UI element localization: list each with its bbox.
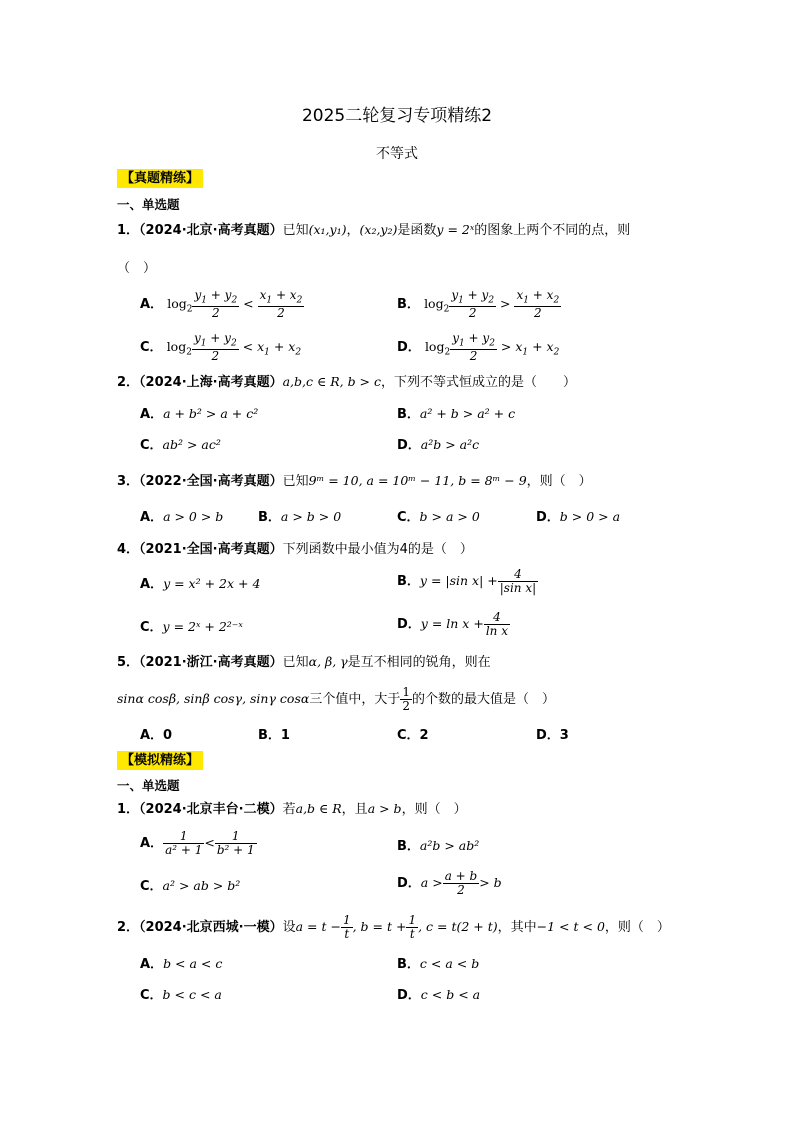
question-2 — [117, 376, 576, 389]
fraction-denominator: t — [409, 927, 415, 942]
option-expr: b > a > 0 — [419, 509, 480, 524]
option-b[interactable] — [397, 840, 479, 853]
fraction-numerator: 1 — [163, 830, 204, 844]
question-text: ， — [346, 223, 360, 238]
option-expr: c < a < b — [419, 956, 480, 971]
option-letter: C． — [140, 988, 163, 1003]
math-expr: (x₂,y₂) — [359, 222, 398, 237]
math-expr: a > b — [367, 801, 402, 816]
question-text: 三个值中，大于 — [309, 692, 401, 708]
option-letter: C． — [140, 620, 163, 635]
section-tag-label: 【真题精练】 — [117, 169, 203, 188]
math-expr: −1 < t < 0 — [536, 919, 605, 935]
question-text: 下列函数中最小值为4的是（ ） — [282, 542, 473, 557]
option-letter: C． — [140, 438, 163, 453]
option-letter: C．2 — [397, 728, 429, 743]
option-expr: ab² > ac² — [162, 437, 221, 452]
question-text: 已知 — [282, 474, 309, 489]
question-1 — [117, 224, 630, 237]
question-text: ，下列不等式恒成立的是（ ） — [381, 375, 577, 390]
question-text: ，则（ ） — [401, 802, 467, 817]
section-type: 一、单选题 — [117, 778, 180, 793]
math-expr: sinα cosβ, sinβ cosγ, sinγ cosα — [117, 691, 310, 707]
fraction-numerator: a + b — [444, 869, 478, 883]
option-letter: D． — [397, 617, 421, 633]
option-letter: D． — [536, 510, 560, 525]
fraction-denominator: |sin x| — [499, 581, 537, 596]
option-letter: A． — [140, 297, 164, 313]
math-expr: y = 2ˣ — [436, 222, 475, 237]
question-text: 若 — [282, 802, 296, 817]
option-letter: B． — [397, 957, 420, 972]
option-d[interactable] — [397, 989, 480, 1002]
option-expr: a² + b > a² + c — [419, 406, 516, 421]
option-expr: y = |sin x| + — [419, 573, 498, 589]
fraction-denominator: 2 — [457, 883, 465, 898]
option-a[interactable] — [140, 511, 223, 524]
option-b[interactable] — [397, 568, 538, 595]
page-subtitle: 不等式 — [376, 146, 418, 162]
option-expr: b < a < c — [163, 956, 223, 971]
option-letter: A． — [140, 510, 164, 525]
math-expr: , c = t(2 + t) — [418, 919, 498, 935]
option-c[interactable] — [397, 511, 480, 524]
option-c[interactable] — [140, 439, 221, 452]
question-lead: 1．（2024·北京丰台·二模） — [117, 802, 283, 817]
option-letter: D． — [397, 438, 421, 453]
question-5-line2 — [117, 686, 555, 713]
page-title: 2025二轮复习专项精练2 — [301, 106, 493, 126]
option-letter: B．1 — [258, 728, 290, 743]
math-expr: 9ᵐ = 10, a = 10ᵐ − 11, b = 8ᵐ − 9 — [308, 473, 527, 488]
option-letter: A． — [140, 957, 164, 972]
option-letter: A． — [140, 577, 164, 592]
math-op: < — [204, 835, 215, 851]
option-c[interactable] — [397, 729, 429, 742]
option-d[interactable] — [397, 870, 502, 897]
option-c[interactable]: C． $\log_2$ $\frac{y_1 + y_2}{2}$ < $x_1 + x_2$ — [140, 331, 302, 364]
section-tag-label: 【模拟精练】 — [117, 751, 203, 770]
question-lead: 2．（2024·上海·高考真题） — [117, 375, 283, 390]
option-expr: y = x² + 2x + 4 — [163, 576, 261, 591]
option-letter: D．3 — [536, 728, 569, 743]
option-d[interactable] — [397, 439, 479, 452]
option-a[interactable] — [140, 958, 222, 971]
option-b[interactable] — [258, 729, 290, 742]
question-4 — [117, 543, 473, 556]
option-a[interactable] — [140, 408, 258, 421]
fraction-numerator: 4 — [484, 611, 510, 625]
option-expr: a > 0 > b — [163, 509, 224, 524]
question-3 — [117, 475, 592, 488]
option-c[interactable] — [140, 880, 240, 893]
option-d[interactable]: D． $\log_2$ $\frac{y_1 + y_2}{2}$ > $x_1 + x_2$ — [397, 331, 560, 364]
fraction-numerator: 1 — [402, 685, 410, 699]
option-expr: y = ln x + — [420, 616, 484, 632]
math-expr: a,b ∈ R — [295, 801, 342, 816]
option-letter: B． — [397, 839, 420, 854]
math-expr: , b = t + — [352, 919, 407, 935]
option-expr: b > 0 > a — [559, 509, 621, 524]
option-expr: a > — [420, 875, 443, 891]
option-expr: a²b > a²c — [420, 437, 480, 452]
fraction-numerator: 1 — [342, 913, 351, 927]
option-d[interactable] — [397, 611, 510, 638]
question-text: 的图象上两个不同的点，则 — [474, 223, 631, 238]
fraction-denominator: 2 — [402, 699, 410, 714]
question-text: 已知 — [282, 223, 309, 238]
option-b[interactable]: B． $\log_2$ $\frac{y_1 + y_2}{2}$ > $\frac{x_1 + x_2}{2}$ — [397, 288, 560, 321]
option-letter: A． — [140, 407, 164, 422]
option-expr: a + b² > a + c² — [163, 406, 259, 421]
option-d[interactable] — [536, 729, 569, 742]
option-c[interactable] — [140, 989, 222, 1002]
option-expr: y = 2ˣ + 2²⁻ˣ — [162, 619, 243, 634]
question-5 — [117, 656, 491, 669]
question-text: 的个数的最大值是（ ） — [411, 692, 555, 708]
option-letter: C． — [140, 340, 163, 356]
fraction-denominator: ln x — [485, 624, 508, 639]
question-lead: 3．（2022·全国·高考真题） — [117, 474, 283, 489]
option-letter: D． — [397, 340, 421, 356]
question-text: ，且 — [341, 802, 368, 817]
option-b[interactable] — [397, 958, 479, 971]
option-letter: B． — [397, 297, 420, 313]
fraction-denominator: t — [344, 927, 350, 942]
option-expr: > b — [479, 875, 502, 891]
question-1 — [117, 803, 467, 816]
math-expr: α, β, γ — [308, 654, 348, 669]
question-lead: 1．（2024·北京·高考真题） — [117, 223, 283, 238]
option-a[interactable] — [140, 729, 172, 742]
question-text: ，其中 — [497, 920, 537, 936]
question-2 — [117, 914, 670, 941]
answer-paren: （ ） — [117, 261, 157, 276]
option-b[interactable] — [258, 511, 341, 524]
option-letter: C． — [140, 879, 163, 894]
fraction-denominator: b² + 1 — [216, 843, 255, 858]
fraction-numerator: 1 — [215, 830, 257, 844]
question-lead: 2．（2024·北京西城·一模） — [117, 920, 283, 936]
option-b[interactable] — [397, 408, 515, 421]
option-expr: c < b < a — [420, 987, 481, 1002]
option-a[interactable]: A． $\log_2$ $\frac{y_1 + y_2}{2}$ < $\frac{x_1 + x_2}{2}$ — [140, 288, 303, 321]
math-expr: a = t − — [295, 919, 341, 935]
option-letter: A．0 — [140, 728, 173, 743]
math-expr: (x₁,y₁) — [308, 222, 347, 237]
question-lead: 4．（2021·全国·高考真题） — [117, 542, 283, 557]
option-expr: a² > ab > b² — [162, 878, 241, 893]
option-a[interactable] — [140, 578, 260, 591]
question-text: 是函数 — [397, 223, 437, 238]
option-letter: B． — [258, 510, 281, 525]
math-expr: a,b,c ∈ R, b > c — [282, 374, 381, 389]
question-lead: 5．（2021·浙江·高考真题） — [117, 655, 283, 670]
option-letter: B． — [397, 574, 420, 590]
option-letter: C． — [397, 510, 420, 525]
section-tag-mock — [117, 754, 203, 767]
question-text: 设 — [282, 920, 296, 936]
question-text: ，则（ ） — [604, 920, 670, 936]
section-type: 一、单选题 — [117, 197, 180, 212]
option-letter: D． — [397, 988, 421, 1003]
option-a[interactable] — [140, 830, 257, 857]
question-text: ，则（ ） — [526, 474, 592, 489]
fraction-numerator: 1 — [408, 913, 417, 927]
fraction-numerator: 4 — [498, 568, 538, 582]
fraction-denominator: a² + 1 — [165, 843, 203, 858]
option-c[interactable] — [140, 621, 243, 634]
option-letter: A． — [140, 836, 164, 852]
option-letter: B． — [397, 407, 420, 422]
option-expr: b < c < a — [162, 987, 222, 1002]
option-d[interactable] — [536, 511, 620, 524]
question-text: 是互不相同的锐角，则在 — [347, 655, 491, 670]
option-expr: a > b > 0 — [280, 509, 342, 524]
question-text: 已知 — [282, 655, 309, 670]
option-expr: a²b > ab² — [419, 838, 480, 853]
section-tag-real — [117, 172, 203, 185]
option-letter: D． — [397, 876, 421, 892]
